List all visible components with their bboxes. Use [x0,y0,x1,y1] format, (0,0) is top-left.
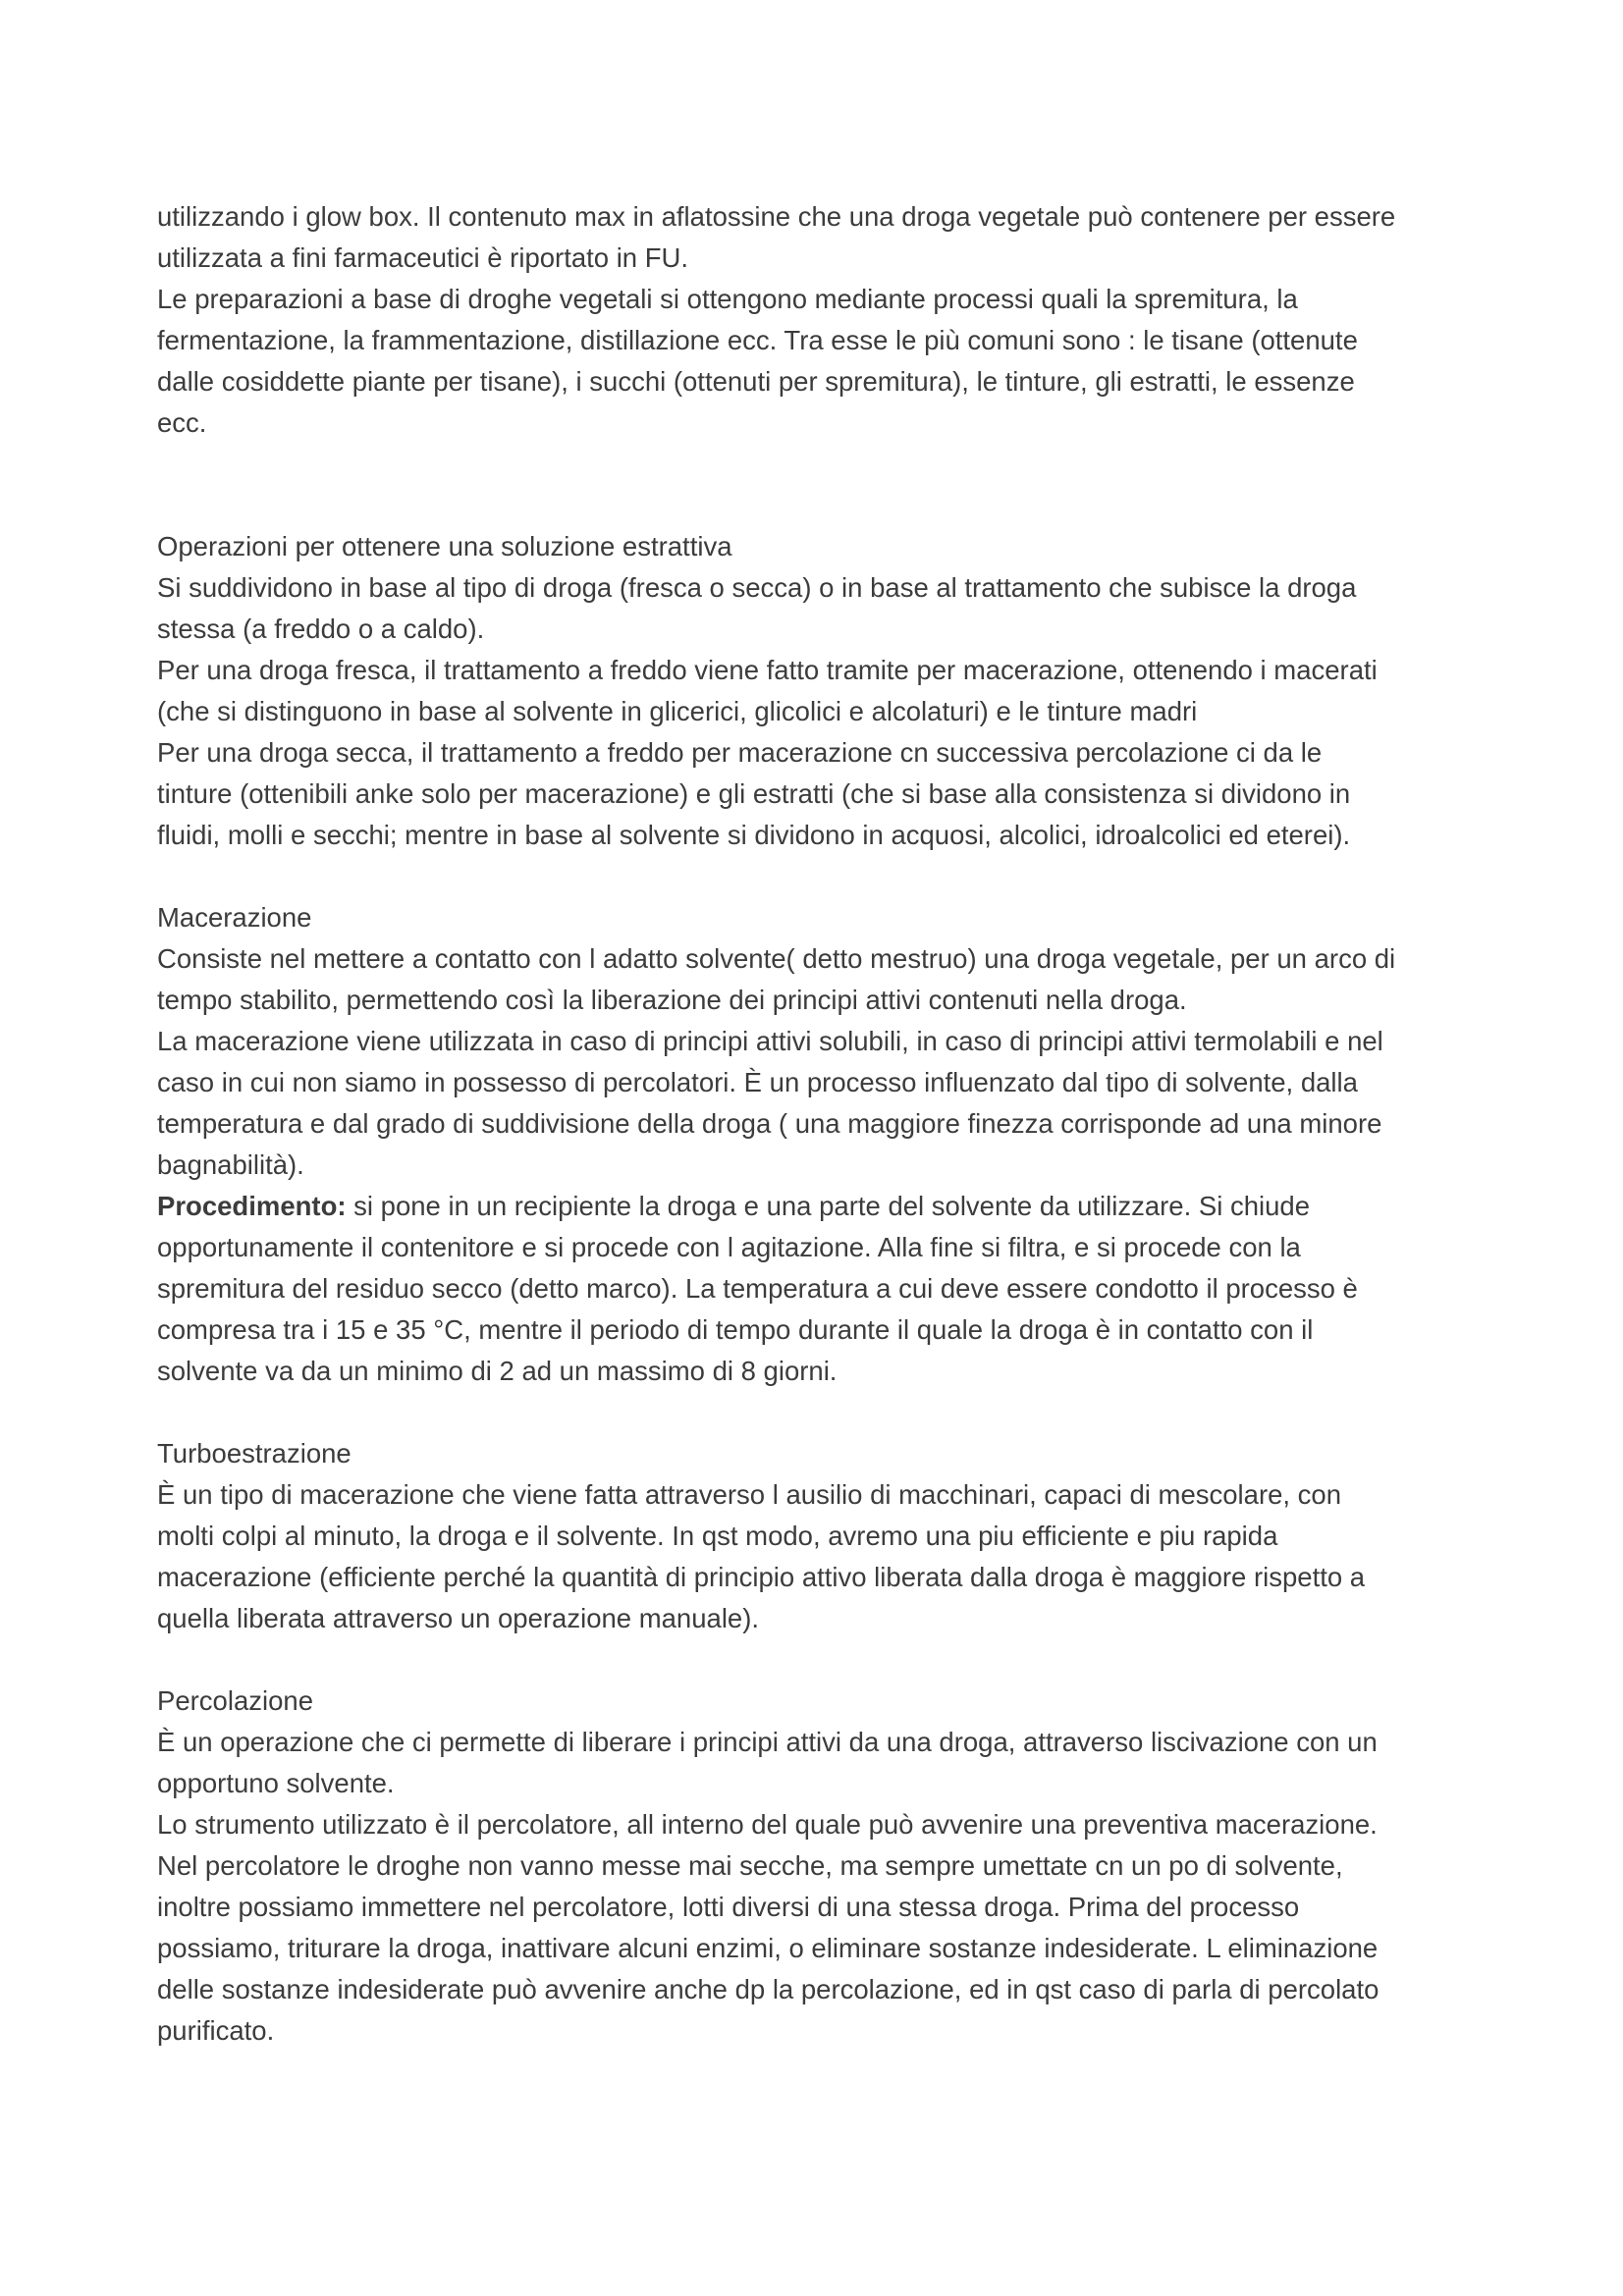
text-line: La macerazione viene utilizzata in caso di principi attivi solubili, in caso di principi attivi termolabili e nel [157,1026,1383,1056]
text-line: quella liberata attraverso un operazione manuale). [157,1603,760,1633]
text-line: Per una droga secca, il trattamento a freddo per macerazione cn successiva percolazione ci da le [157,737,1323,768]
section-title-macerazione: Macerazione [157,902,312,933]
text-line: bagnabilità). [157,1149,304,1180]
text-line: molti colpi al minuto, la droga e il solvente. In qst modo, avremo una piu efficiente e piu rapida [157,1521,1278,1551]
section-macerazione [157,897,1492,1392]
text-line: inoltre possiamo immettere nel percolatore, lotti diversi di una stessa droga. Prima del processo [157,1892,1300,1922]
text-line: delle sostanze indesiderate può avvenire anche dp la percolazione, ed in qst caso di parla di percolato [157,1974,1380,2004]
text-line: Consiste nel mettere a contatto con l adatto solvente( detto mestruo) una droga vegetale, per un arco di [157,943,1396,974]
section-spacer [157,1392,1492,1433]
procedimento-label: Procedimento: [157,1191,347,1221]
section-spacer [157,856,1492,897]
section-title-percolazione: Percolazione [157,1685,313,1716]
section-title-turboestrazione: Turboestrazione [157,1438,352,1468]
text-line: stessa (a freddo o a caldo). [157,614,485,644]
text-line: È un operazione che ci permette di liberare i principi attivi da una droga, attraverso liscivazione con un [157,1727,1378,1757]
text-line: Nel percolatore le droghe non vanno messe mai secche, ma sempre umettate cn un po di solvente, [157,1850,1343,1881]
text-line: spremitura del residuo secco (detto marco). La temperatura a cui deve essere condotto il processo è [157,1273,1358,1304]
text-line: opportuno solvente. [157,1768,395,1798]
text-line: tempo stabilito, permettendo così la liberazione dei principi attivi contenuti nella droga. [157,985,1187,1015]
procedimento-text: si pone in un recipiente la droga e una parte del solvente da utilizzare. Si chiude [346,1191,1310,1221]
section-title-operazioni: Operazioni per ottenere una soluzione estrattiva [157,531,732,561]
text-line: opportunamente il contenitore e si procede con l agitazione. Alla fine si filtra, e si procede con la [157,1232,1301,1262]
text-line: Le preparazioni a base di droghe vegetali si ottengono mediante processi quali la spremitura, la [157,284,1298,314]
document-page [157,196,1492,2052]
intro-paragraph [157,196,1492,444]
text-line: dalle cosiddette piante per tisane), i succhi (ottenuti per spremitura), le tinture, gli estratti, le essenze [157,366,1355,397]
text-line: possiamo, triturare la droga, inattivare alcuni enzimi, o eliminare sostanze indesiderate. L eliminazione [157,1933,1379,1963]
text-line: ecc. [157,407,207,438]
text-line: compresa tra i 15 e 35 °C, mentre il periodo di tempo durante il quale la droga è in contatto con il [157,1314,1314,1345]
text-line: purificato. [157,2015,275,2046]
section-spacer [157,1639,1492,1681]
text-line: utilizzando i glow box. Il contenuto max in aflatossine che una droga vegetale può contenere per essere [157,201,1396,232]
section-operazioni [157,526,1492,856]
text-line: (che si distinguono in base al solvente in glicerici, glicolici e alcolaturi) e le tinture madri [157,696,1198,726]
text-line: È un tipo di macerazione che viene fatta attraverso l ausilio di macchinari, capaci di mescolare, con [157,1479,1342,1510]
procedimento-line [157,1186,1492,1227]
text-line: Si suddividono in base al tipo di droga (fresca o secca) o in base al trattamento che subisce la droga [157,572,1357,603]
text-line: tinture (ottenibili anke solo per macerazione) e gli estratti (che si base alla consistenza si dividono in [157,778,1351,809]
text-line: temperatura e dal grado di suddivisione della droga ( una maggiore finezza corrisponde ad una minore [157,1108,1382,1139]
text-line: Lo strumento utilizzato è il percolatore, all interno del quale può avvenire una preventiva macerazione. [157,1809,1378,1840]
text-line: macerazione (efficiente perché la quantità di principio attivo liberata dalla droga è maggiore rispetto a [157,1562,1366,1592]
section-turboestrazione [157,1433,1492,1639]
section-spacer [157,444,1492,526]
text-line: solvente va da un minimo di 2 ad un massimo di 8 giorni. [157,1356,838,1386]
section-percolazione [157,1681,1492,2052]
text-line: fermentazione, la frammentazione, distillazione ecc. Tra esse le più comuni sono : le tisane (ottenute [157,325,1358,355]
text-line: caso in cui non siamo in possesso di percolatori. È un processo influenzato dal tipo di solvente, dalla [157,1067,1358,1097]
text-line: fluidi, molli e secchi; mentre in base al solvente si dividono in acquosi, alcolici, idroalcolici ed eterei). [157,820,1351,850]
text-line: utilizzata a fini farmaceutici è riportato in FU. [157,242,689,273]
text-line: Per una droga fresca, il trattamento a freddo viene fatto tramite per macerazione, ottenendo i macerati [157,655,1378,685]
